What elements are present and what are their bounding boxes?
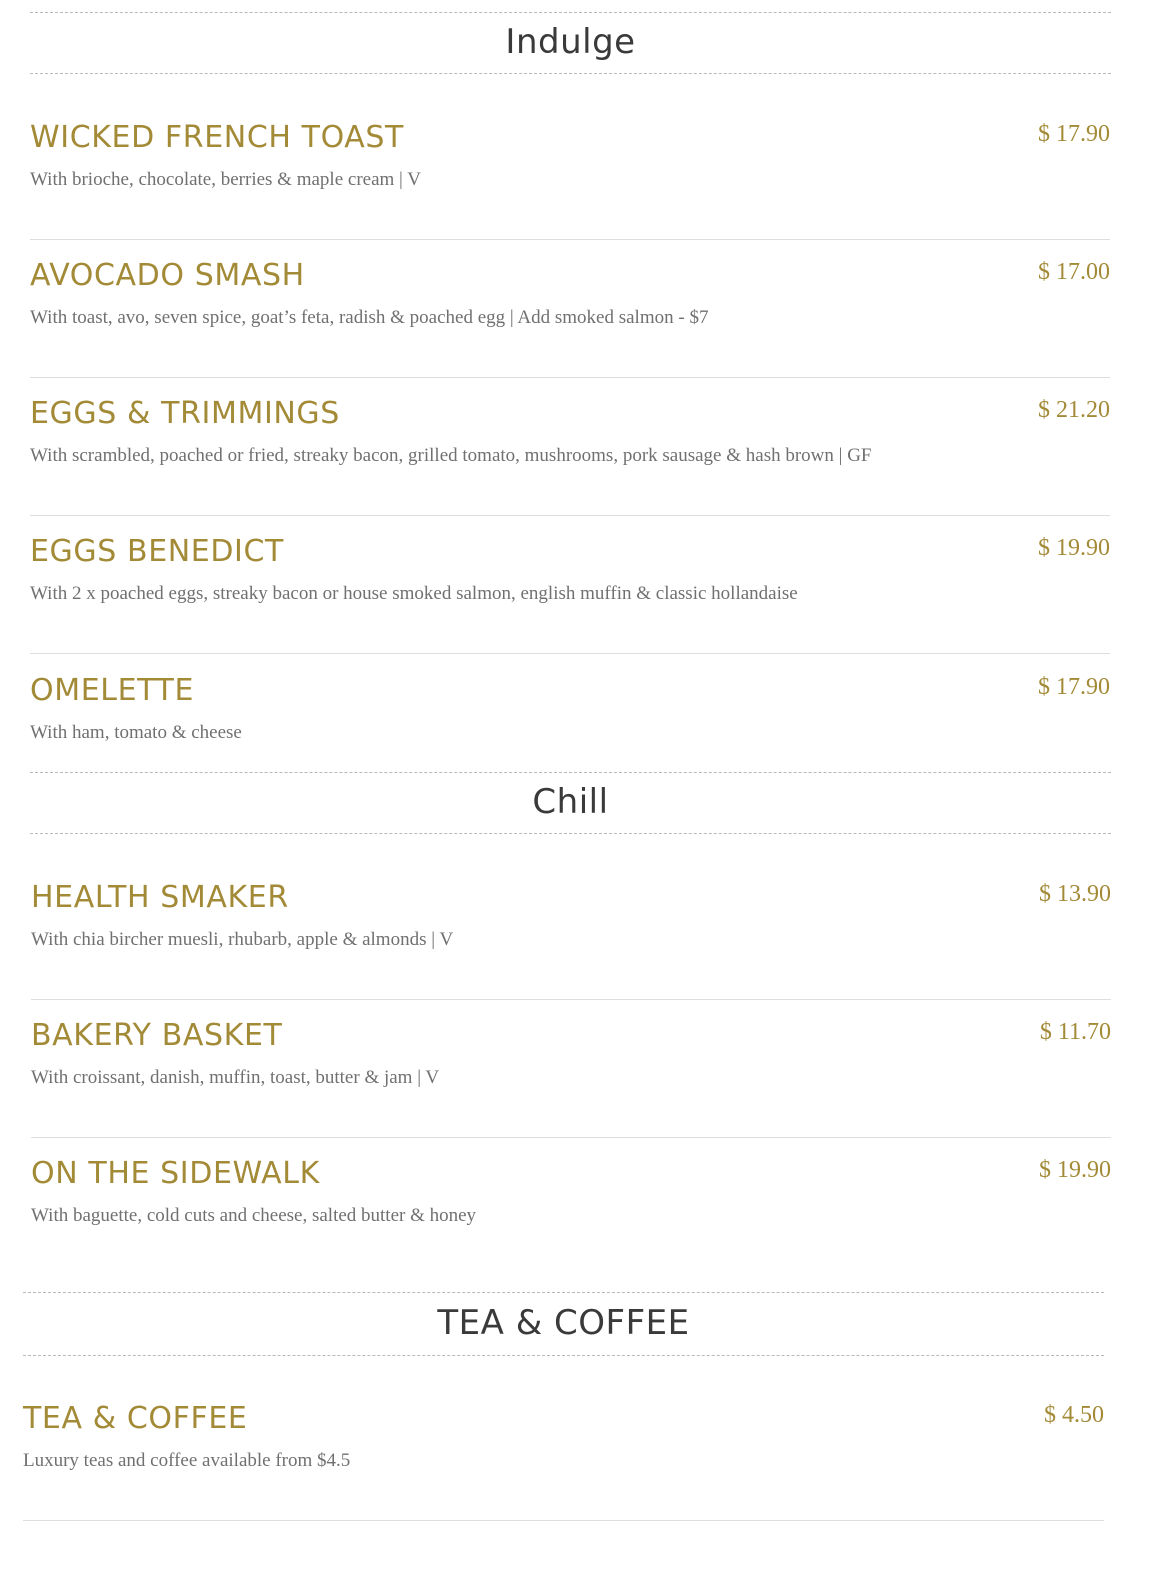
- section-title: TEA & COFFEE: [437, 1303, 690, 1343]
- item-name: BAKERY BASKET: [31, 1018, 283, 1053]
- item-description: With 2 x poached eggs, streaky bacon or house smoked salmon, english muffin & classic hollandaise: [30, 583, 798, 604]
- item-price: $ 19.90: [1038, 535, 1110, 561]
- item-name: ON THE SIDEWALK: [31, 1156, 320, 1191]
- item-price: $ 4.50: [1044, 1402, 1104, 1428]
- menu-item-tea-coffee: [23, 1383, 1104, 1521]
- item-description: With baguette, cold cuts and cheese, salted butter & honey: [31, 1205, 477, 1226]
- section-header-tea-coffee: [23, 1292, 1104, 1356]
- menu-item-health-smaker: [31, 862, 1111, 1000]
- item-price: $ 13.90: [1039, 881, 1111, 907]
- item-price: $ 19.90: [1039, 1157, 1111, 1183]
- section-header-chill: [30, 772, 1111, 834]
- menu-item-bakery-basket: [31, 1000, 1111, 1138]
- item-price: $ 11.70: [1039, 1019, 1111, 1045]
- item-description: With chia bircher muesli, rhubarb, apple & almonds | V: [31, 929, 454, 950]
- item-price: $ 17.90: [1038, 674, 1110, 700]
- menu-item-eggs-trimmings: [30, 378, 1110, 516]
- item-name: EGGS & TRIMMINGS: [30, 396, 340, 431]
- item-name: HEALTH SMAKER: [31, 880, 289, 915]
- menu-item-omelette: [30, 655, 1110, 772]
- menu-item-eggs-benedict: [30, 516, 1110, 654]
- item-description: Luxury teas and coffee available from $4.5: [23, 1450, 351, 1471]
- menu-item-on-the-sidewalk: [31, 1138, 1111, 1288]
- item-description: With toast, avo, seven spice, goat’s feta, radish & poached egg | Add smoked salmon - $7: [30, 307, 709, 328]
- menu-item-avocado-smash: [30, 240, 1110, 378]
- item-name: AVOCADO SMASH: [30, 258, 305, 293]
- item-name: WICKED FRENCH TOAST: [30, 120, 404, 155]
- section-header-indulge: [30, 12, 1111, 74]
- item-price: $ 17.00: [1038, 259, 1110, 285]
- section-title: Indulge: [505, 22, 636, 62]
- item-name: OMELETTE: [30, 673, 194, 708]
- section-title: Chill: [532, 782, 609, 822]
- item-price: $ 21.20: [1038, 397, 1110, 423]
- item-description: With croissant, danish, muffin, toast, butter & jam | V: [31, 1067, 440, 1088]
- menu-item-wicked-french-toast: [30, 102, 1110, 240]
- item-description: With brioche, chocolate, berries & maple cream | V: [30, 169, 421, 190]
- item-description: With ham, tomato & cheese: [30, 722, 242, 743]
- item-name: TEA & COFFEE: [23, 1401, 248, 1436]
- item-name: EGGS BENEDICT: [30, 534, 284, 569]
- item-price: $ 17.90: [1038, 121, 1110, 147]
- item-description: With scrambled, poached or fried, streaky bacon, grilled tomato, mushrooms, pork sausage & hash brown | GF: [30, 445, 872, 466]
